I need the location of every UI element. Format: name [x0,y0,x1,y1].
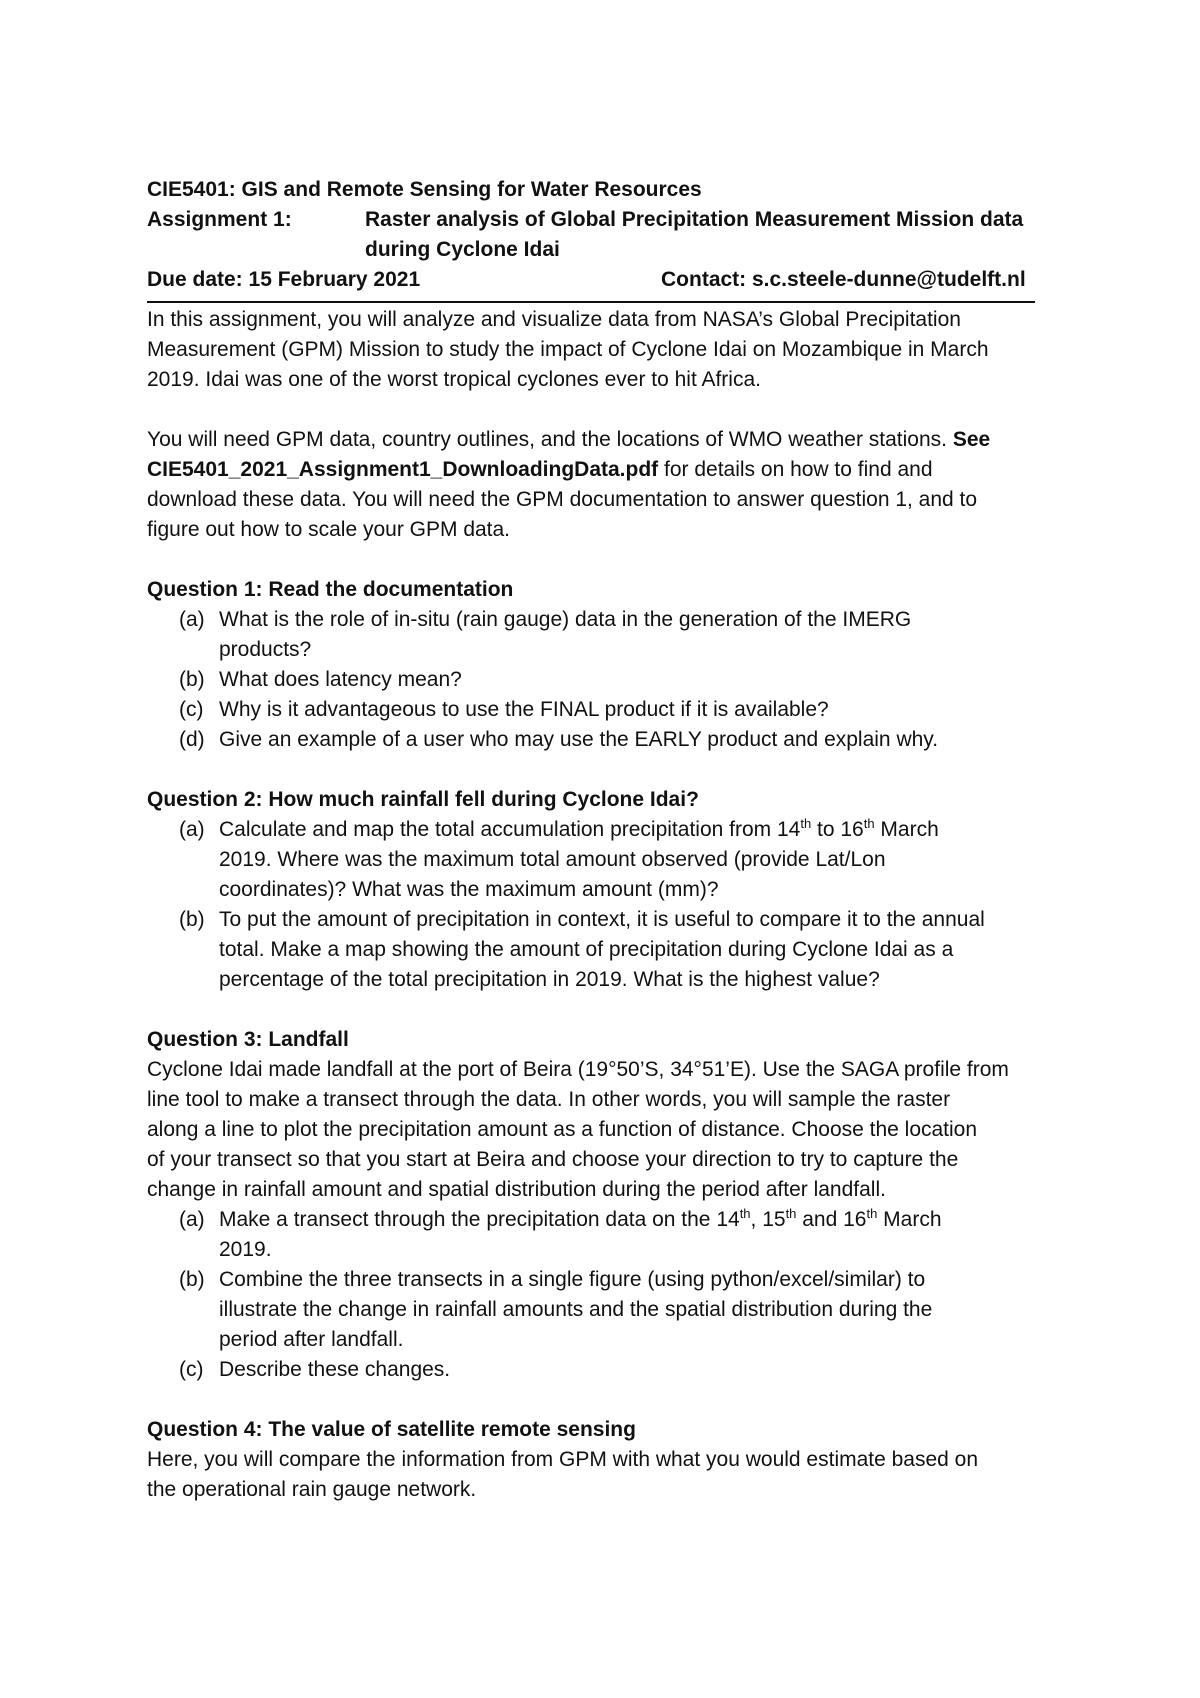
data-note-see: See [952,428,991,451]
question-4-paragraph [147,1445,1067,1505]
ordinal-suffix: th [866,1206,878,1221]
item-text: Describe these changes. [219,1358,451,1381]
item-text: products? [219,638,312,661]
question-3a [147,1205,1067,1265]
question-1d [147,725,1067,755]
question-4-heading: Question 4: The value of satellite remote sensing [147,1418,636,1441]
item-text-part: Calculate and map the total accumulation precipitation from 14 [219,818,801,841]
data-note-text: You will need GPM data, country outlines, and the locations of WMO weather stations. [147,428,953,451]
ordinal-suffix: th [739,1206,751,1221]
item-label: (b) [179,668,205,691]
item-label: (a) [179,608,205,631]
item-text: period after landfall. [219,1328,404,1351]
item-text-part: and 16 [796,1208,867,1231]
item-text: What does latency mean? [219,668,462,691]
assignment-label: Assignment 1: [147,208,292,231]
download-doc-filename: CIE5401_2021_Assignment1_DownloadingData.pdf [147,458,659,481]
item-text: Combine the three transects in a single figure (using python/excel/similar) to [219,1268,926,1291]
question-3-heading: Question 3: Landfall [147,1028,349,1051]
paragraph-line: Here, you will compare the information from GPM with what you would estimate based on [147,1448,979,1471]
paragraph-line: the operational rain gauge network. [147,1478,477,1501]
item-text: 2019. Where was the maximum total amount observed (provide Lat/Lon [219,848,886,871]
intro-line: Measurement (GPM) Mission to study the impact of Cyclone Idai on Mozambique in March [147,338,989,361]
paragraph-line: Cyclone Idai made landfall at the port of Beira (19°50’S, 34°51’E). Use the SAGA profile from [147,1058,1009,1081]
item-text-part: , 15 [750,1208,786,1231]
question-3c [147,1355,1067,1385]
item-label: (c) [179,1358,204,1381]
paragraph-line: of your transect so that you start at Beira and choose your direction to try to capture the [147,1148,959,1171]
intro-line: In this assignment, you will analyze and visualize data from NASA’s Global Precipitation [147,308,961,331]
item-text [219,1205,1067,1235]
document-page [147,175,1067,1505]
item-text-part: to 16 [811,818,864,841]
paragraph-line: line tool to make a transect through the data. In other words, you will sample the raster [147,1088,951,1111]
ordinal-suffix: th [800,816,812,831]
due-contact-row [147,265,1067,295]
contact-email: Contact: s.c.steele-dunne@tudelft.nl [661,268,1026,291]
question-1b [147,665,1067,695]
item-label: (c) [179,698,204,721]
data-note-line [147,455,1067,485]
item-text-part: March [877,1208,942,1231]
data-note-line: figure out how to scale your GPM data. [147,518,511,541]
question-1c [147,695,1067,725]
data-note-line: download these data. You will need the GPM documentation to answer question 1, and to [147,488,978,511]
question-1-heading: Question 1: Read the documentation [147,578,514,601]
assignment-row [147,205,1067,235]
question-3-paragraph [147,1055,1067,1205]
question-2a [147,815,1067,905]
item-label: (a) [179,818,205,841]
assignment-title-cont: during Cyclone Idai [365,238,560,261]
item-label: (d) [179,728,205,751]
item-text: 2019. [219,1238,272,1261]
item-text-part: Make a transect through the precipitation data on the 14 [219,1208,740,1231]
question-2-heading: Question 2: How much rainfall fell during Cyclone Idai? [147,788,699,811]
item-text: What is the role of in-situ (rain gauge) data in the generation of the IMERG [219,608,912,631]
data-note-text: for details on how to find and [658,458,933,481]
item-text: percentage of the total precipitation in 2019. What is the highest value? [219,968,880,991]
due-date: Due date: 15 February 2021 [147,268,421,291]
item-label: (b) [179,1268,205,1291]
paragraph-line: change in rainfall amount and spatial distribution during the period after landfall. [147,1178,886,1201]
item-text-part: March [874,818,939,841]
intro-paragraph [147,305,1067,395]
question-3b [147,1265,1067,1355]
question-1a [147,605,1067,665]
item-label: (b) [179,908,205,931]
data-note-line [147,425,1067,455]
item-text [219,815,1067,845]
item-text: To put the amount of precipitation in context, it is useful to compare it to the annual [219,908,985,931]
item-text: illustrate the change in rainfall amounts and the spatial distribution during the [219,1298,933,1321]
question-2b [147,905,1067,995]
item-text: Why is it advantageous to use the FINAL product if it is available? [219,698,829,721]
item-text: total. Make a map showing the amount of precipitation during Cyclone Idai as a [219,938,954,961]
header-divider [147,295,1035,303]
item-text: coordinates)? What was the maximum amount (mm)? [219,878,719,901]
paragraph-line: along a line to plot the precipitation amount as a function of distance. Choose the location [147,1118,978,1141]
intro-line: 2019. Idai was one of the worst tropical cyclones ever to hit Africa. [147,368,761,391]
assignment-title: Raster analysis of Global Precipitation Measurement Mission data [365,208,1024,231]
course-title: CIE5401: GIS and Remote Sensing for Water Resources [147,178,702,201]
item-text: Give an example of a user who may use the EARLY product and explain why. [219,728,939,751]
item-label: (a) [179,1208,205,1231]
data-note-paragraph [147,425,1067,545]
ordinal-suffix: th [785,1206,797,1221]
ordinal-suffix: th [863,816,875,831]
